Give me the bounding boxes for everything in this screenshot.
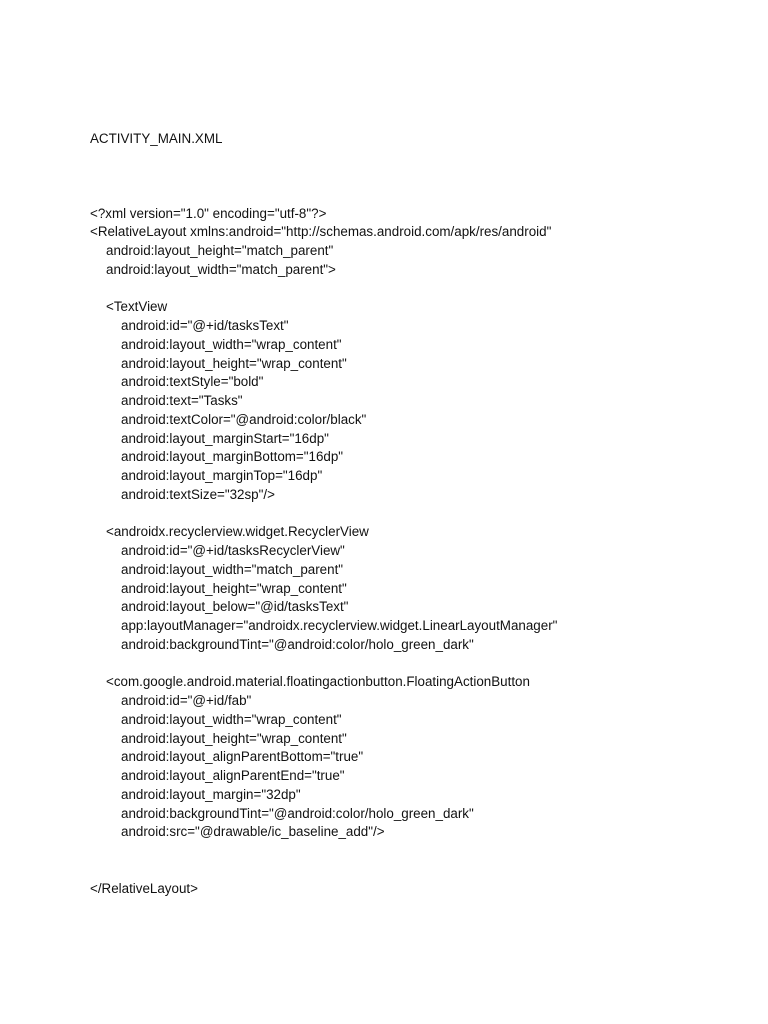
code-line: <TextView [106,299,168,315]
code-line: android:id="@+id/fab" [121,693,252,708]
code-line: android:id="@+id/tasksRecyclerView" [121,543,345,558]
code-line: android:textStyle="bold" [121,374,264,390]
code-line: android:layout_marginStart="16dp" [121,430,329,446]
code-line: android:layout_height="wrap_content" [121,730,347,746]
code-line: app:layoutManager="androidx.recyclerview.widget.LinearLayoutManager" [121,618,558,633]
code-listing [90,186,730,899]
code-line: android:src="@drawable/ic_baseline_add"/> [121,824,385,840]
document-title: ACTIVITY_MAIN.XML [90,130,223,146]
blank-line [90,842,730,861]
code-line: android:layout_margin="32dp" [121,786,301,802]
blank-line [90,655,730,674]
document-body [90,92,730,936]
blank-line [90,861,730,880]
code-line: android:layout_marginTop="16dp" [121,468,323,483]
code-line: android:layout_height="match_parent" [106,243,334,258]
code-line: android:layout_width="wrap_content" [121,336,342,352]
code-line: android:layout_below="@id/tasksText" [121,599,349,615]
code-line: android:backgroundTint="@android:color/holo_green_dark" [121,805,474,821]
code-line: android:layout_width="match_parent"> [106,261,336,277]
blank-line [90,186,730,205]
code-line: android:text="Tasks" [121,393,243,408]
blank-line [90,280,730,299]
code-line: android:layout_height="wrap_content" [121,355,347,371]
code-line: </RelativeLayout> [90,880,198,896]
code-line: android:layout_height="wrap_content" [121,580,347,596]
code-line: android:layout_alignParentBottom="true" [121,749,364,765]
code-line: <RelativeLayout xmlns:android="http://schemas.android.com/apk/res/android" [90,224,552,240]
code-line: android:layout_alignParentEnd="true" [121,768,345,783]
code-line: <com.google.android.material.floatingactionbutton.FloatingActionButton [106,674,530,690]
code-line: android:layout_marginBottom="16dp" [121,449,344,465]
code-line: android:textSize="32sp"/> [121,486,275,502]
code-line: <?xml version="1.0" encoding="utf-8"?> [90,205,327,221]
code-line: android:textColor="@android:color/black" [121,411,367,427]
code-line: <androidx.recyclerview.widget.RecyclerView [106,524,369,540]
code-line: android:layout_width="wrap_content" [121,711,342,727]
code-line: android:id="@+id/tasksText" [121,318,289,333]
code-line: android:backgroundTint="@android:color/holo_green_dark" [121,636,474,652]
blank-line [90,505,730,524]
code-line: android:layout_width="match_parent" [121,561,344,577]
